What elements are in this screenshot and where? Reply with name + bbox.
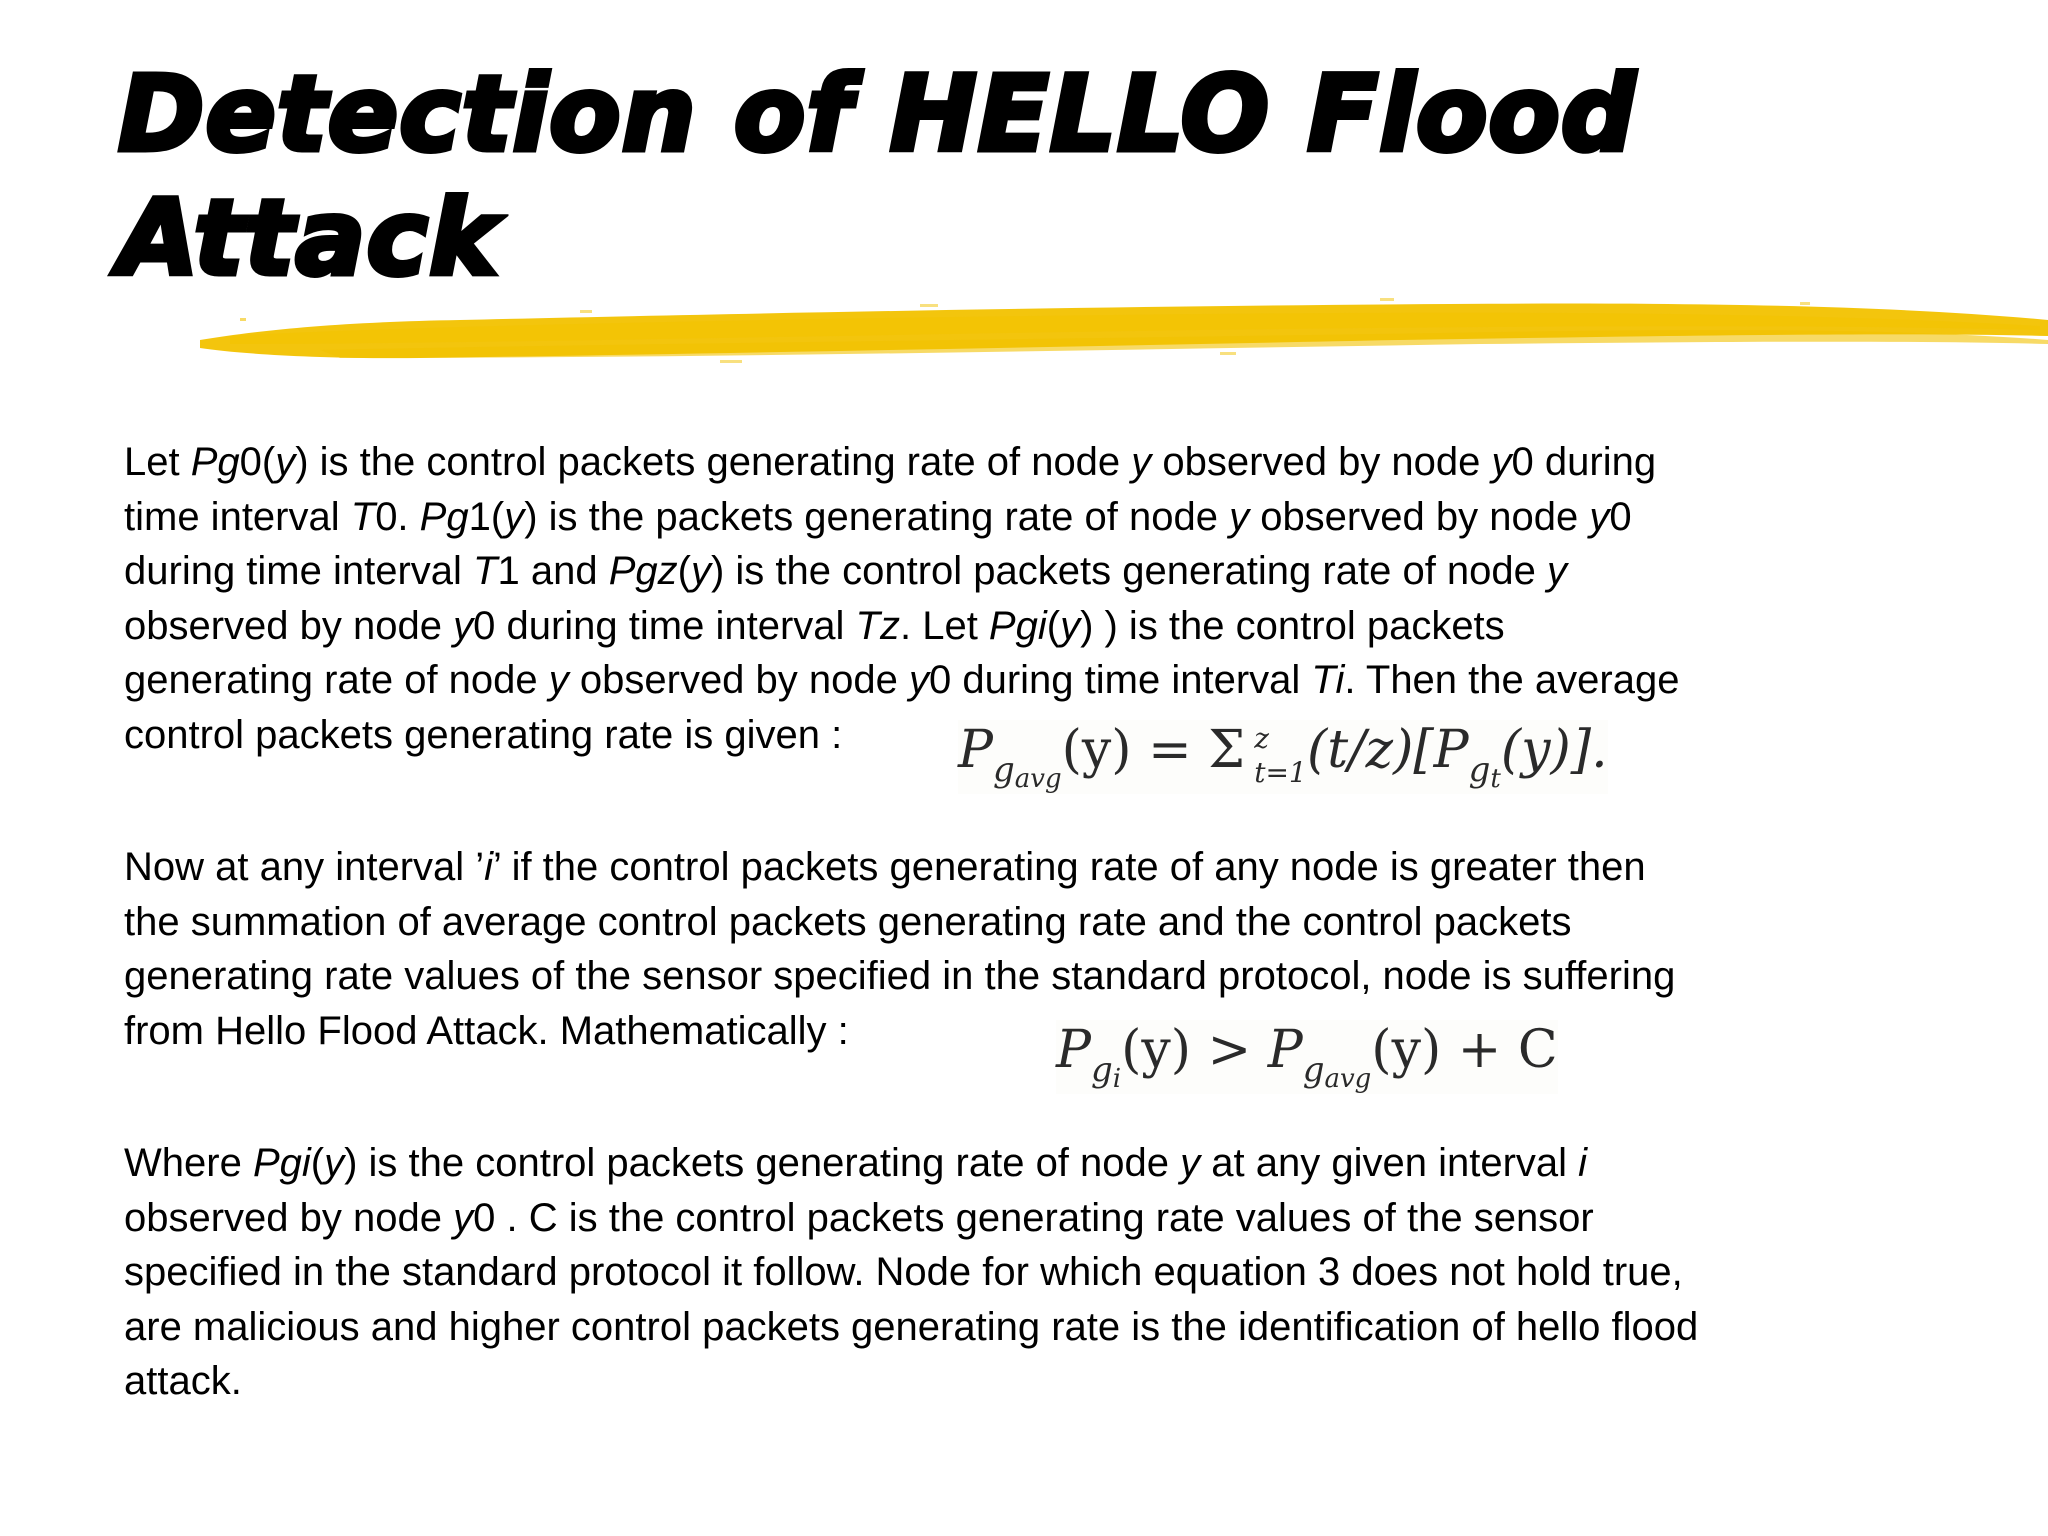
text-run: observed by node [568, 658, 909, 702]
text-run: observed by node [124, 1195, 454, 1240]
text-run: 0 during time interval [929, 658, 1312, 702]
text-run: attack. [124, 1359, 242, 1403]
text-run: at any given interval [1200, 1141, 1579, 1185]
text-run: generating rate of node [124, 658, 549, 702]
text-run: 1( [468, 494, 505, 539]
eq1-lhs-arg: (y) [1061, 720, 1132, 780]
eq1-body-b: (y)]. [1500, 720, 1608, 780]
italic-term: y [1060, 603, 1081, 648]
italic-term: y [453, 1195, 474, 1240]
eq1-sigma-symbol: Σ [1208, 720, 1245, 780]
equation-detection-inequality [1056, 1020, 1558, 1094]
slide-title [118, 52, 1818, 300]
text-run: are malicious and higher control packets generating rate is the identification of hello flood [124, 1304, 1699, 1349]
eq1-avg: avg [1014, 764, 1062, 794]
text-run: ) is the control packets generating rate of node [710, 549, 1548, 593]
eq2-i: i [1112, 1064, 1122, 1094]
eq2-g2: g [1302, 1050, 1325, 1090]
paragraph-line [124, 653, 1924, 708]
eq2-avg: avg [1324, 1064, 1372, 1094]
brush-stroke-shapes [200, 298, 2048, 363]
italic-term: y [690, 549, 711, 593]
italic-term: i [484, 845, 494, 889]
text-run: observed by node [124, 603, 454, 648]
italic-term: y [909, 658, 929, 702]
eq1-p: P [958, 720, 993, 780]
italic-term: y [1547, 549, 1568, 593]
italic-term: Pgi [988, 603, 1047, 648]
paragraph-line [124, 1191, 1924, 1246]
paragraph-definitions [124, 435, 1924, 762]
italic-term: y [1491, 440, 1512, 484]
eq2-arg1: (y) > [1121, 1020, 1268, 1080]
italic-term: y [1229, 494, 1250, 539]
eq2-g1: g [1091, 1050, 1113, 1090]
eq2-p2: P [1267, 1020, 1303, 1080]
italic-term: T [473, 549, 498, 593]
eq1-sigma-upper: z [1254, 722, 1269, 755]
text-run: the summation of average control packets generating rate and the control packets [124, 899, 1572, 944]
paragraph-detection-condition [124, 840, 1924, 1058]
text-run: from Hello Flood Attack. Mathematically : [124, 1008, 849, 1053]
text-run: Now at any interval ’ [124, 845, 485, 889]
text-run: ’ if the control packets generating rate of any node is greater then [493, 845, 1646, 889]
text-run: ( [677, 549, 691, 593]
text-run: . Let [899, 603, 989, 648]
text-run: 0( [239, 440, 276, 484]
text-run: Let [124, 440, 191, 484]
text-run: 0 during time interval [473, 603, 856, 648]
paragraph-line [124, 949, 1924, 1004]
text-run: observed by node [1249, 494, 1590, 539]
paragraph-line [124, 1245, 1924, 1300]
italic-term: y [453, 603, 474, 648]
italic-term: Tz [855, 603, 900, 648]
slide-title-line-1: Detection of HELLO Flood [118, 53, 1637, 175]
text-run: 0 [1609, 494, 1632, 539]
italic-term: y [1131, 440, 1152, 484]
text-run: specified in the standard protocol it follow. Node for which equation 3 does not hold true, [124, 1250, 1683, 1294]
text-run: 1 and [497, 549, 609, 593]
eq1-g: g [993, 750, 1015, 790]
text-run: time interval [124, 494, 351, 539]
text-run: ) is the control packets generating rate of node [344, 1141, 1181, 1185]
italic-term: Ti [1311, 658, 1345, 702]
eq2-arg2: (y) + C [1371, 1020, 1558, 1080]
eq1-body-a: (t/z)[P [1306, 720, 1469, 780]
paragraph-line [124, 840, 1924, 895]
eq1-g2: g [1468, 750, 1491, 790]
text-run: control packets generating rate is given : [124, 712, 843, 757]
text-run: ( [1046, 603, 1061, 648]
italic-term: T [350, 494, 376, 539]
text-run: ( [310, 1141, 325, 1185]
text-run: . Then the average [1344, 658, 1680, 702]
text-run: 0 . C is the control packets generating rate values of the sensor [473, 1195, 1594, 1240]
eq1-t: t [1490, 764, 1501, 794]
italic-term: y [275, 440, 296, 484]
paragraph-line [124, 599, 1924, 654]
text-run: 0. [375, 494, 420, 539]
italic-term: Pgi [252, 1141, 311, 1185]
yellow-brush-stroke-divider [200, 296, 2048, 368]
text-run: during time interval [124, 549, 474, 593]
text-run: ) is the packets generating rate of node [524, 494, 1230, 539]
text-run: 0 during [1511, 440, 1657, 484]
eq2-p1: P [1056, 1020, 1091, 1080]
paragraph-line [124, 1300, 1924, 1355]
text-run: observed by node [1151, 440, 1492, 484]
italic-term: y [1180, 1141, 1201, 1185]
eq1-equals: = [1148, 720, 1192, 780]
italic-term: i [1578, 1141, 1588, 1185]
text-run: Where [124, 1141, 253, 1185]
italic-term: y [504, 494, 525, 539]
text-run: ) ) is the control packets [1080, 603, 1505, 648]
italic-term: y [324, 1141, 345, 1185]
slide-title-line-2: Attack [118, 177, 500, 299]
italic-term: Pg [419, 494, 469, 539]
paragraph-line [124, 1004, 1924, 1059]
paragraph-line [124, 895, 1924, 950]
paragraph-conclusion [124, 1136, 1924, 1409]
eq1-sigma-lower: t=1 [1254, 756, 1307, 789]
equation-average-rate [958, 720, 1608, 794]
paragraph-line [124, 490, 1924, 545]
italic-term: Pgz [608, 549, 678, 593]
italic-term: y [548, 658, 569, 702]
italic-term: y [1589, 494, 1610, 539]
italic-term: Pg [190, 440, 240, 484]
eq1-sigma [1208, 720, 1307, 789]
paragraph-line [124, 544, 1924, 599]
paragraph-line [124, 1354, 1924, 1409]
paragraph-line [124, 1136, 1924, 1191]
paragraph-line [124, 435, 1924, 490]
text-run: ) is the control packets generating rate of node [295, 440, 1132, 484]
text-run: generating rate values of the sensor specified in the standard protocol, node is suffering [124, 954, 1676, 998]
